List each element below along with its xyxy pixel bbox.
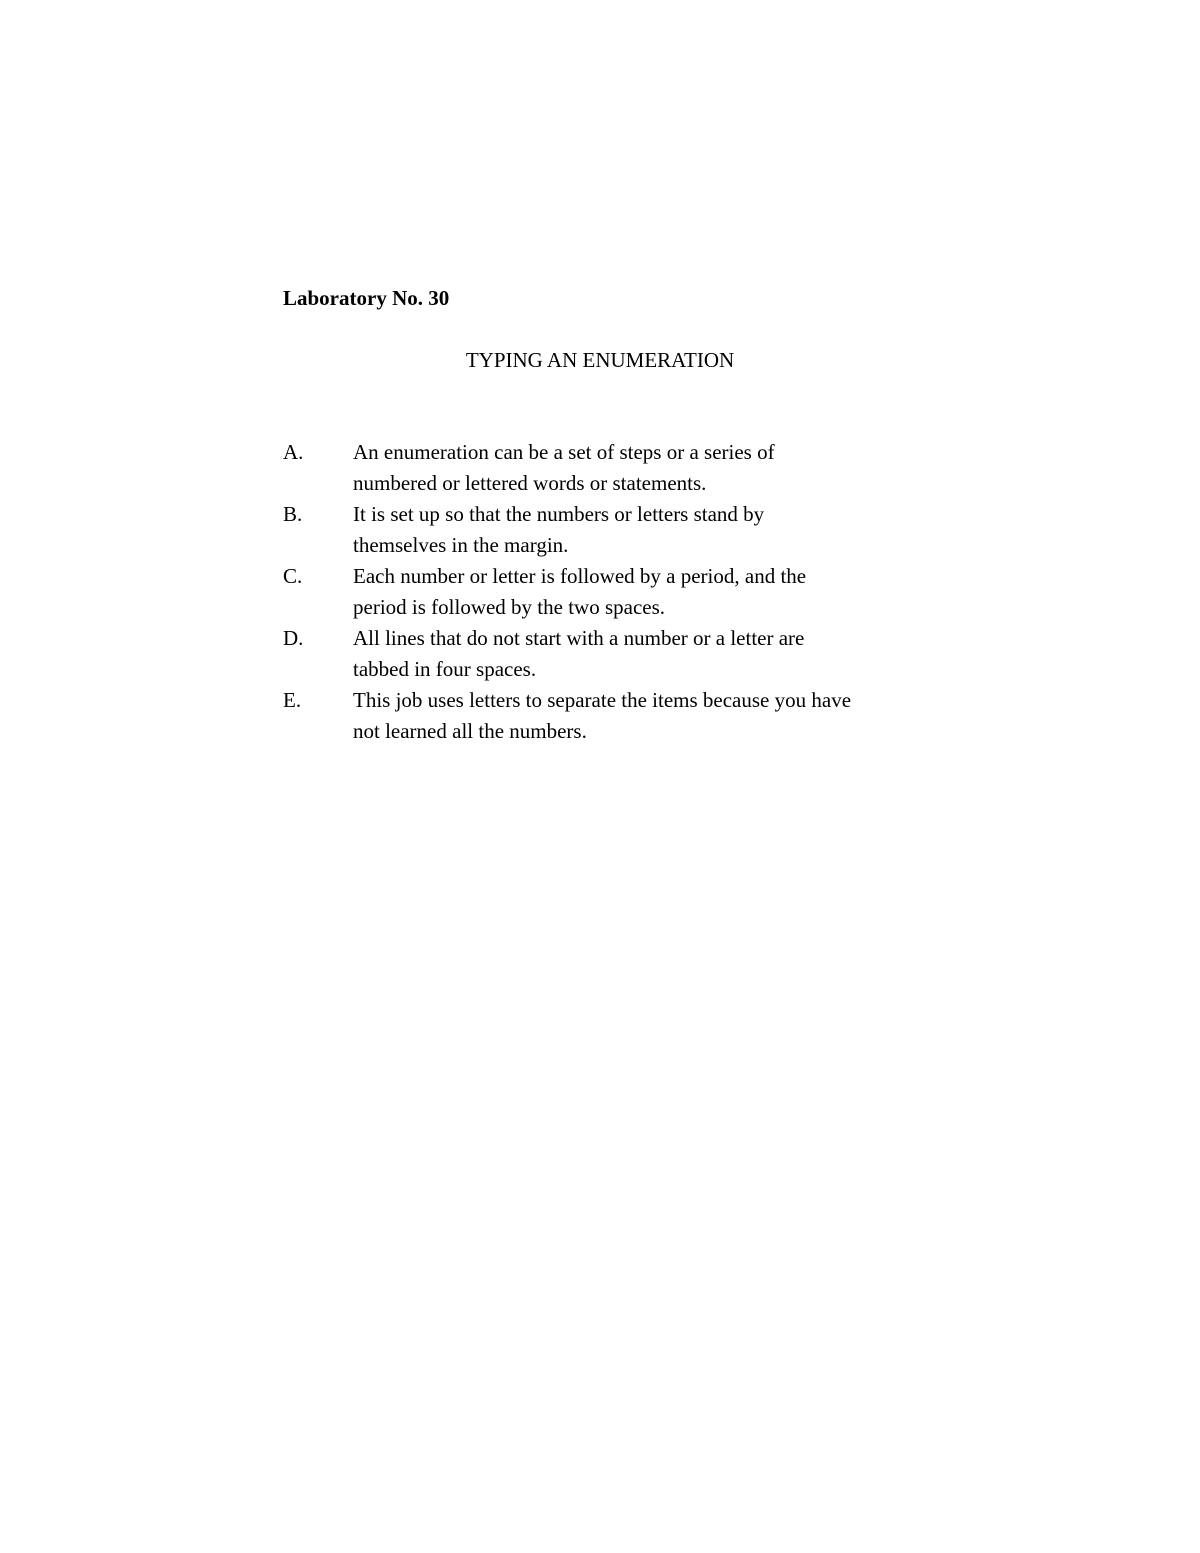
enumeration-line: This job uses letters to separate the items because you have	[353, 688, 852, 712]
enumeration-text	[353, 499, 943, 561]
enumeration-line: period is followed by the two spaces.	[353, 595, 666, 619]
enumeration-item-e	[283, 685, 943, 747]
enumeration-list	[283, 437, 943, 747]
enumeration-letter: B.	[283, 502, 303, 526]
enumeration-text	[353, 685, 943, 747]
enumeration-letter: D.	[283, 626, 304, 650]
enumeration-letter: A.	[283, 440, 304, 464]
enumeration-letter: C.	[283, 564, 303, 588]
lab-heading: Laboratory No. 30	[283, 286, 450, 310]
enumeration-line: It is set up so that the numbers or letters stand by	[353, 502, 765, 526]
enumeration-line: All lines that do not start with a number or a letter are	[353, 626, 805, 650]
enumeration-letter: E.	[283, 688, 302, 712]
enumeration-item-d	[283, 623, 943, 685]
enumeration-line: tabbed in four spaces.	[353, 657, 537, 681]
enumeration-text	[353, 623, 943, 685]
enumeration-line: not learned all the numbers.	[353, 719, 587, 743]
document-title: TYPING AN ENUMERATION	[465, 348, 735, 372]
enumeration-item-b	[283, 499, 943, 561]
enumeration-line: themselves in the margin.	[353, 533, 569, 557]
enumeration-line: Each number or letter is followed by a period, and the	[353, 564, 807, 588]
enumeration-item-c	[283, 561, 943, 623]
enumeration-text	[353, 561, 943, 623]
enumeration-text	[353, 437, 943, 499]
enumeration-line: An enumeration can be a set of steps or a series of	[353, 440, 775, 464]
enumeration-line: numbered or lettered words or statements.	[353, 471, 707, 495]
enumeration-item-a	[283, 437, 943, 499]
